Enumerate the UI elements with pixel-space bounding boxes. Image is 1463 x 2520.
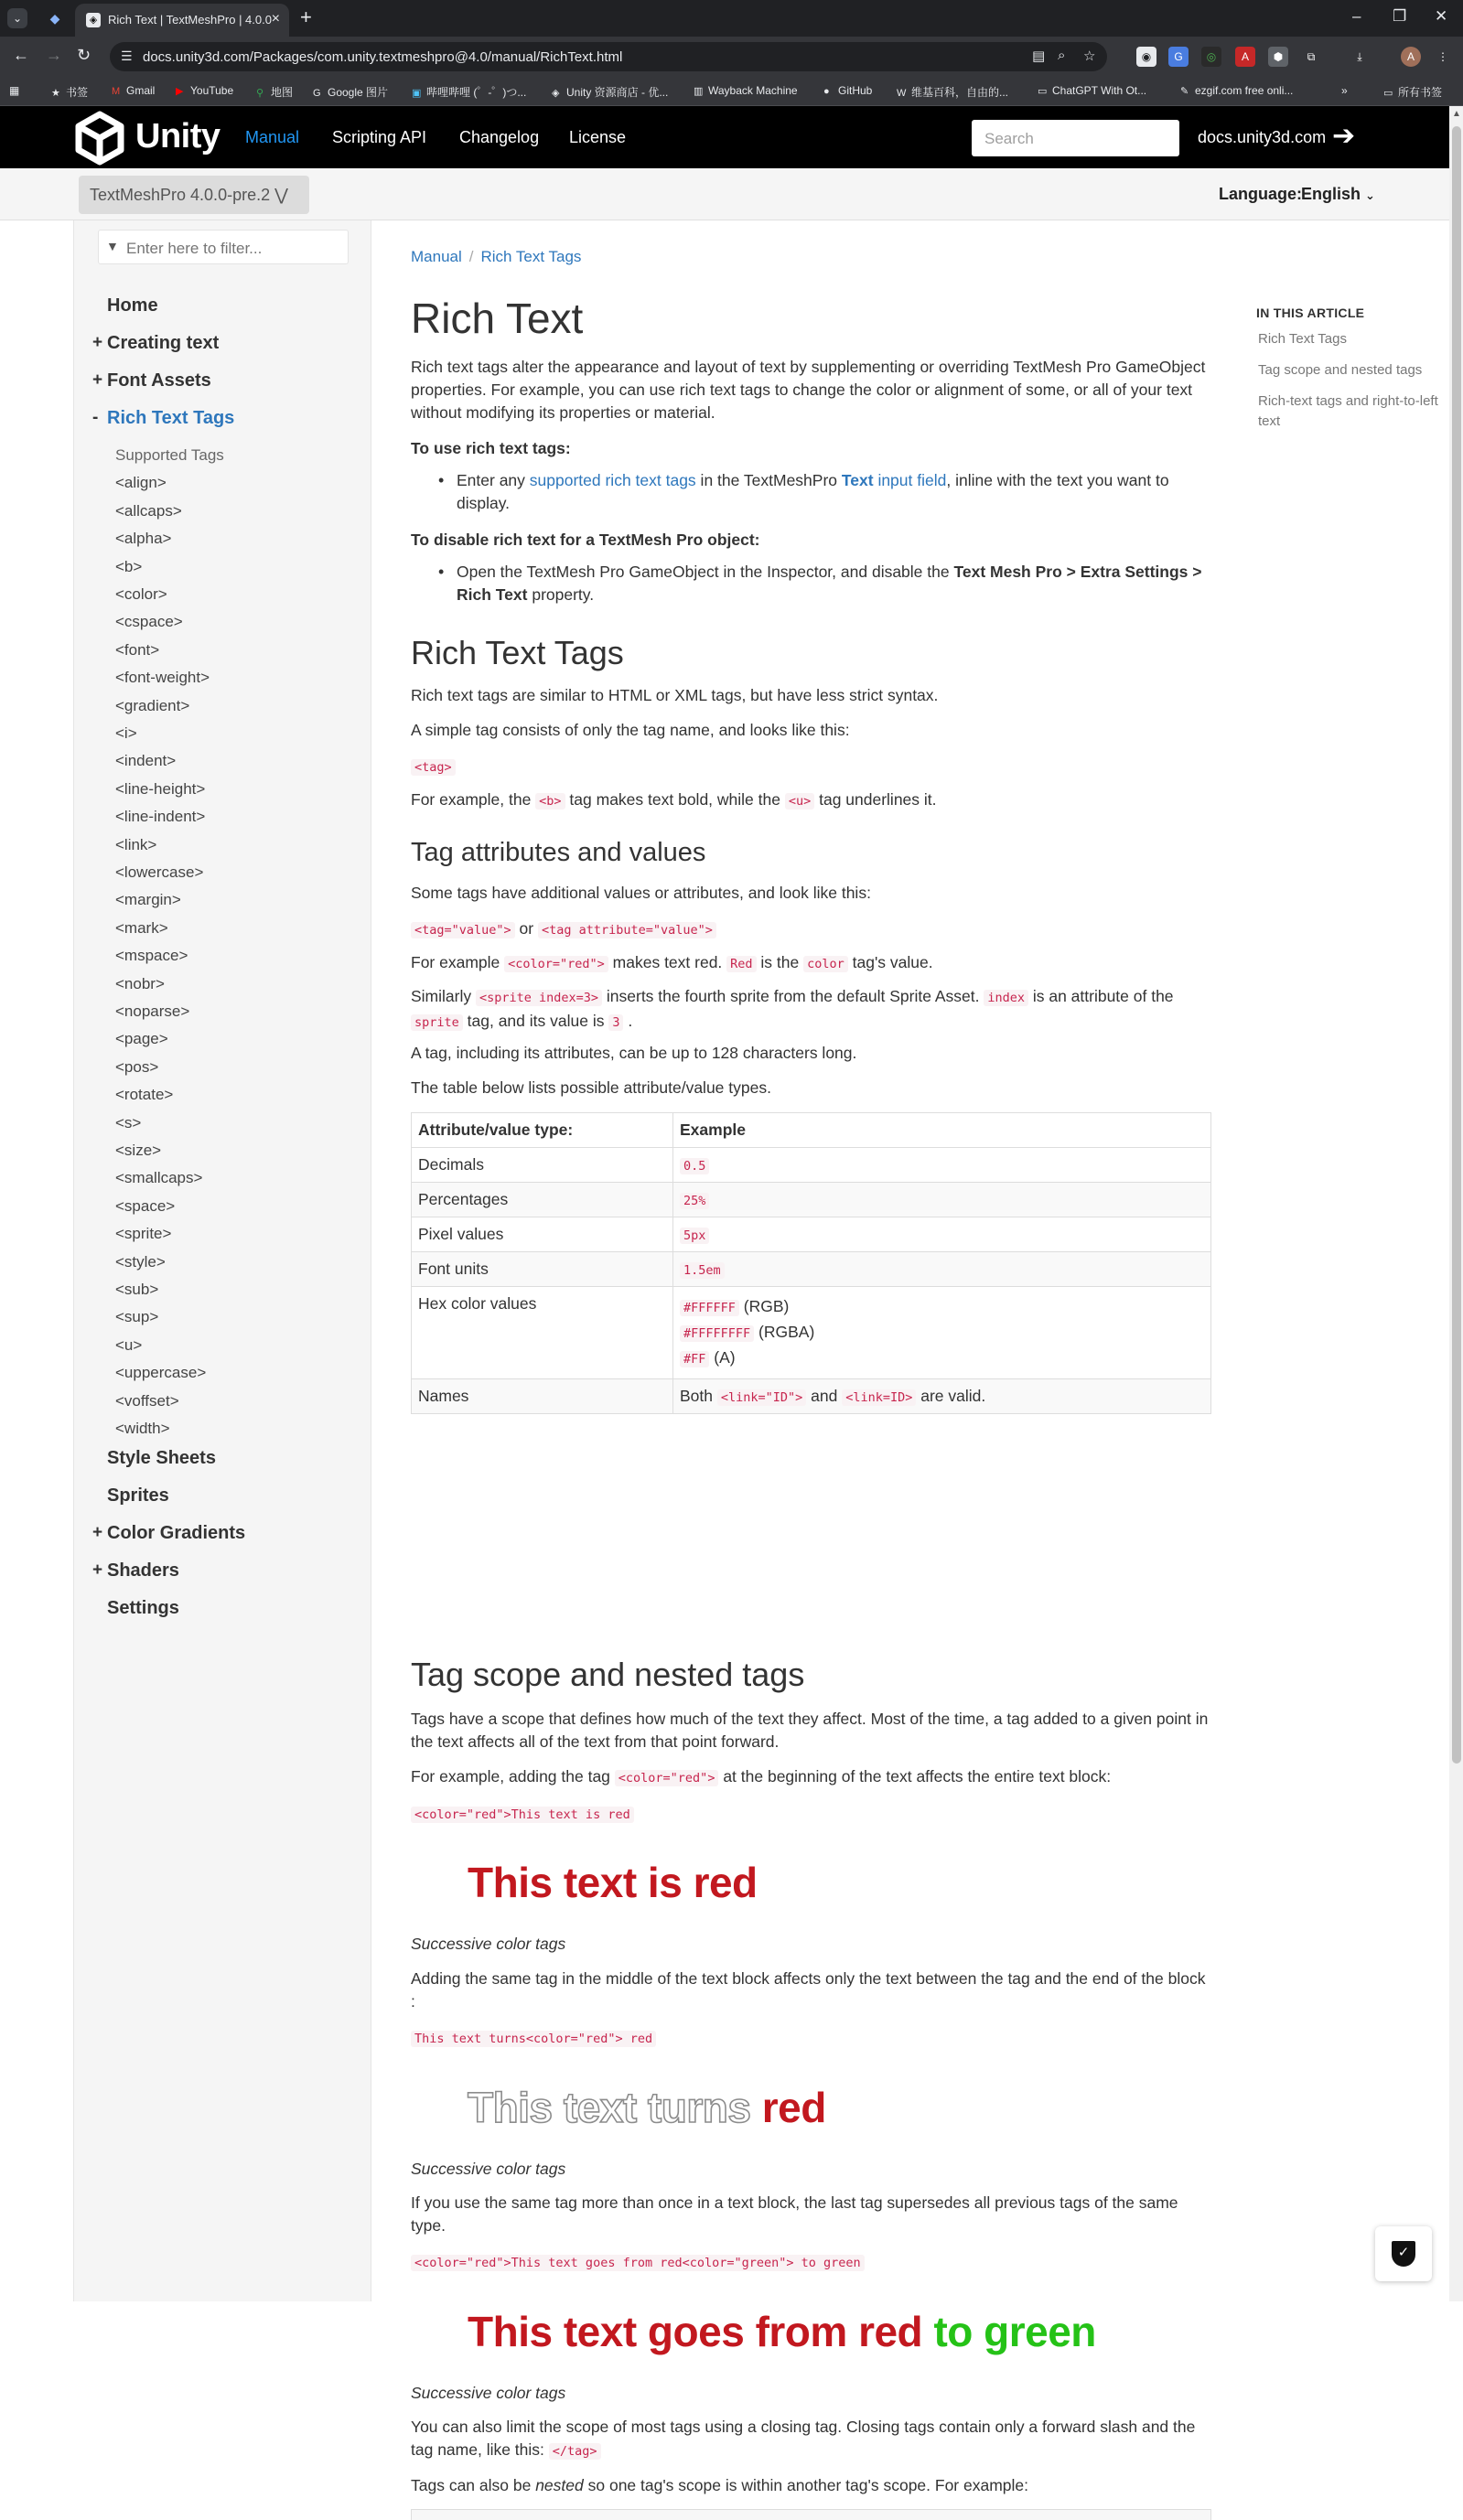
bookmarks-overflow[interactable]: » bbox=[1341, 84, 1348, 97]
shield-check-icon: ✓ bbox=[1392, 2241, 1415, 2267]
input-field-link[interactable]: input field bbox=[873, 471, 947, 489]
sidebar-item-creating-text[interactable]: + Creating text bbox=[92, 333, 220, 353]
language-label: Language: bbox=[1219, 185, 1303, 203]
table-row: Hex color values #FFFFFF (RGB) #FFFFFFFF (RGBA) #FF (A) bbox=[412, 1287, 1211, 1379]
bookmark-item[interactable]: ✎ ezgif.com free onli... bbox=[1180, 84, 1294, 97]
minimize-icon[interactable]: – bbox=[1352, 7, 1361, 25]
heading-tag-scope: Tag scope and nested tags bbox=[411, 1656, 805, 1693]
text-link[interactable]: Text bbox=[841, 471, 874, 489]
language-selector[interactable]: English ⌄ bbox=[1301, 185, 1375, 203]
paragraph: Tags have a scope that defines how much of the text they affect. Most of the time, a tag added to a given point in the text affects all of the text from that point forward. bbox=[411, 1710, 1209, 1751]
folder-icon: ▭ bbox=[1038, 86, 1048, 97]
bookmark-item[interactable]: G Google 图片 bbox=[313, 86, 389, 99]
paragraph: For example, the <b> tag makes text bold, while the <u> tag underlines it. bbox=[411, 790, 937, 809]
extension-5-icon[interactable]: ⬢ bbox=[1268, 47, 1288, 67]
unity-logo-icon[interactable] bbox=[73, 112, 126, 165]
search-input[interactable]: Search bbox=[972, 120, 1179, 156]
tab-close-icon[interactable]: × bbox=[271, 11, 280, 27]
sidebar-subitem-tag[interactable]: <sup> bbox=[115, 1308, 159, 1326]
bookmark-item[interactable]: ● GitHub bbox=[823, 84, 873, 97]
arrow-right-icon[interactable]: ➔ bbox=[1332, 121, 1356, 151]
sidebar-subitem-tag[interactable]: <space> bbox=[115, 1196, 176, 1215]
sidebar-subitem-tag[interactable]: <sprite> bbox=[115, 1225, 172, 1243]
pinned-tab-icon[interactable]: ◆ bbox=[49, 11, 60, 26]
bilibili-icon: ▣ bbox=[412, 88, 422, 99]
sidebar-subitem-tag[interactable]: <pos> bbox=[115, 1057, 159, 1076]
table-row: Percentages 25% bbox=[412, 1183, 1211, 1217]
version-selector[interactable]: TextMeshPro 4.0.0-pre.2 ⋁ bbox=[79, 176, 309, 214]
version-bar bbox=[0, 168, 1449, 220]
supported-tags-link[interactable]: supported rich text tags bbox=[529, 471, 696, 489]
sidebar-subitem-tag[interactable]: <size> bbox=[115, 1142, 162, 1159]
figure-caption: Successive color tags bbox=[411, 1935, 566, 1953]
sidebar-subitem-tag[interactable]: <voffset> bbox=[115, 1391, 179, 1410]
sidebar-subitem-tag[interactable]: <s> bbox=[115, 1113, 142, 1131]
translate-icon[interactable]: ▤ bbox=[1032, 48, 1046, 64]
sidebar-subitem-tag[interactable]: <line-height> bbox=[115, 779, 206, 798]
sidebar-item-sprites[interactable]: Sprites bbox=[107, 1485, 169, 1506]
to-use-list bbox=[411, 469, 1211, 515]
attribute-types-table bbox=[411, 1112, 1211, 1414]
bookmark-item[interactable]: ⚲ 地图 bbox=[256, 86, 294, 99]
figure-caption: Successive color tags bbox=[411, 2384, 566, 2402]
expand-plus-icon[interactable]: + bbox=[92, 370, 103, 390]
sidebar-subitem-tag[interactable]: <gradient> bbox=[115, 696, 190, 714]
sidebar-subitem-tag[interactable]: <cspace> bbox=[115, 613, 183, 631]
ezgif-icon: ✎ bbox=[1180, 86, 1189, 97]
paragraph: Some tags have additional values or attributes, and look like this: bbox=[411, 884, 871, 902]
star-icon: ★ bbox=[51, 88, 60, 99]
apps-grid-icon[interactable]: ▦ bbox=[9, 84, 20, 97]
code-example: This text turns<color="red"> red bbox=[411, 2026, 1211, 2051]
security-shield-button[interactable] bbox=[1375, 2226, 1432, 2281]
table-row: Names Both <link="ID"> and <link=ID> are valid. bbox=[412, 1379, 1211, 1414]
nav-scripting-api[interactable]: Scripting API bbox=[332, 128, 427, 146]
sidebar-item-shaders[interactable]: + Shaders bbox=[92, 1560, 179, 1581]
table-row: Font units 1.5em bbox=[412, 1252, 1211, 1287]
toc-item-rtl[interactable]: Rich-text tags and right-to-left text bbox=[1258, 393, 1438, 429]
page-title: Rich Text bbox=[411, 295, 584, 342]
bookmark-item[interactable]: ▥ Wayback Machine bbox=[694, 84, 798, 97]
paragraph: <tag="value"> or <tag attribute="value"> bbox=[411, 917, 1211, 942]
extension-translate-icon[interactable]: G bbox=[1168, 47, 1189, 67]
code-example: <tag> bbox=[411, 755, 1211, 779]
sidebar-subitem-tag[interactable]: <font-weight> bbox=[115, 669, 210, 687]
bookmark-item[interactable]: ▶ YouTube bbox=[176, 84, 234, 97]
code-block bbox=[411, 2509, 1211, 2520]
toc-title: IN THIS ARTICLE bbox=[1256, 306, 1365, 320]
sidebar-subitem-tag[interactable]: <page> bbox=[115, 1030, 168, 1048]
extensions-puzzle-icon[interactable]: ⧉ bbox=[1307, 50, 1316, 63]
sidebar bbox=[73, 220, 371, 2301]
toc-item-tag-scope[interactable]: Tag scope and nested tags bbox=[1258, 362, 1423, 378]
bookmark-item[interactable]: ▣ 哔哩哔哩 (゜-゜)つ... bbox=[412, 86, 527, 99]
sidebar-subitem-tag[interactable]: <link> bbox=[115, 835, 157, 853]
heading-tag-attributes: Tag attributes and values bbox=[411, 838, 706, 867]
to-use-heading: To use rich text tags: bbox=[411, 439, 571, 457]
sidebar-subitem-tag[interactable]: <indent> bbox=[115, 752, 177, 770]
nav-license[interactable]: License bbox=[569, 128, 627, 146]
google-icon: G bbox=[313, 88, 321, 99]
sidebar-subitem-tag[interactable]: <font> bbox=[115, 640, 160, 659]
address-bar[interactable] bbox=[110, 42, 1107, 71]
paragraph: A simple tag consists of only the tag name, and looks like this: bbox=[411, 721, 850, 739]
sidebar-subitem-tag[interactable]: <margin> bbox=[115, 891, 181, 909]
sidebar-subitem-tag[interactable]: <mspace> bbox=[115, 947, 188, 965]
sidebar-subitem-tag[interactable]: <sub> bbox=[115, 1281, 159, 1298]
browser-toolbar bbox=[0, 37, 1463, 77]
bookmarks-bar bbox=[0, 77, 1463, 106]
breadcrumb: Manual / Rich Text Tags bbox=[411, 248, 582, 265]
sidebar-subitem-tag[interactable]: <style> bbox=[115, 1252, 166, 1271]
figure-caption: Successive color tags bbox=[411, 2160, 566, 2178]
site-info-icon[interactable]: ☰ bbox=[121, 48, 133, 63]
window-close-icon[interactable]: ✕ bbox=[1435, 7, 1448, 25]
tab-title: Rich Text | TextMeshPro | 4.0.0 bbox=[108, 13, 272, 27]
back-icon[interactable]: ← bbox=[13, 46, 29, 64]
sidebar-subitem-tag[interactable]: <color> bbox=[115, 585, 167, 603]
breadcrumb-rich-text-tags[interactable]: Rich Text Tags bbox=[480, 248, 582, 265]
sidebar-subitem-tag[interactable]: <allcaps> bbox=[115, 501, 182, 520]
paragraph: For example <color="red"> makes text red. Red is the color tag's value. bbox=[411, 953, 933, 971]
sidebar-subitem-tag[interactable]: <smallcaps> bbox=[115, 1169, 203, 1187]
scroll-up-icon[interactable]: ▲ bbox=[1452, 109, 1461, 119]
sidebar-item-settings[interactable]: Settings bbox=[107, 1598, 179, 1618]
sidebar-subitem-tag[interactable]: <line-indent> bbox=[115, 808, 206, 826]
wikipedia-icon: W bbox=[897, 88, 907, 99]
paragraph: The table below lists possible attribute/value types. bbox=[411, 1078, 771, 1097]
render-example-turns-red: This text turns red bbox=[468, 2084, 826, 2131]
toc-item-rich-text-tags[interactable]: Rich Text Tags bbox=[1258, 331, 1347, 347]
bookmark-item[interactable]: W 维基百科，自由的... bbox=[897, 86, 1009, 99]
unity-favicon-icon: ◈ bbox=[86, 13, 101, 27]
maps-icon: ⚲ bbox=[256, 88, 264, 99]
restore-icon[interactable]: ❐ bbox=[1393, 7, 1407, 25]
paragraph: You can also limit the scope of most tags using a closing tag. Closing tags contain only a forward slash and the tag name, like this: </tag> bbox=[411, 2418, 1196, 2459]
all-bookmarks[interactable]: ▭ 所有书签 bbox=[1383, 86, 1443, 99]
docs-home-link[interactable]: docs.unity3d.com bbox=[1198, 128, 1327, 146]
collapse-minus-icon[interactable]: - bbox=[92, 408, 99, 427]
profile-avatar[interactable]: A bbox=[1401, 47, 1421, 67]
sidebar-item-home[interactable]: Home bbox=[107, 295, 158, 316]
list-item: • Enter any supported rich text tags in the TextMeshPro Text input field, inline with the text you want to display. bbox=[411, 469, 1211, 515]
sidebar-item-font-assets[interactable]: + Font Assets bbox=[92, 370, 211, 391]
code-example: <color="red">This text is red bbox=[411, 1802, 1211, 1827]
paragraph: Similarly <sprite index=3> inserts the fourth sprite from the default Sprite Asset. index is an attribute of the sprite tag, and its value is 3 . bbox=[411, 987, 1174, 1030]
list-item: • Open the TextMesh Pro GameObject in the Inspector, and disable the Text Mesh Pro > Extra Settings > Rich Text property. bbox=[411, 561, 1211, 606]
table-row: Decimals 0.5 bbox=[412, 1148, 1211, 1183]
sidebar-subitem-tag[interactable]: <i> bbox=[115, 724, 137, 742]
to-disable-heading: To disable rich text for a TextMesh Pro object: bbox=[411, 531, 760, 549]
folder-icon: ▭ bbox=[1383, 88, 1393, 99]
sidebar-subitem-tag[interactable]: <alpha> bbox=[115, 530, 172, 548]
paragraph: Tags can also be nested so one tag's scope is within another tag's scope. For example: bbox=[411, 2476, 1028, 2494]
sidebar-item-style-sheets[interactable]: Style Sheets bbox=[107, 1448, 216, 1468]
new-tab-icon[interactable]: + bbox=[300, 5, 312, 28]
paragraph: A tag, including its attributes, can be up to 128 characters long. bbox=[411, 1044, 857, 1062]
render-example-red-to-green: This text goes from red to green bbox=[468, 2308, 1096, 2355]
sidebar-subitem-tag[interactable]: <rotate> bbox=[115, 1086, 174, 1104]
zoom-icon[interactable]: ⌕ bbox=[1058, 48, 1066, 63]
scrollbar-thumb[interactable] bbox=[1452, 126, 1461, 1764]
expand-plus-icon[interactable]: + bbox=[92, 1523, 103, 1542]
gmail-icon: M bbox=[112, 86, 121, 97]
forward-icon[interactable]: → bbox=[46, 46, 62, 64]
bookmark-item[interactable]: ★ 书签 bbox=[51, 86, 89, 99]
sidebar-subitem-tag[interactable]: <align> bbox=[115, 474, 167, 492]
expand-plus-icon[interactable]: + bbox=[92, 1560, 103, 1580]
unity-bookmark-icon: ◈ bbox=[552, 88, 560, 99]
bookmark-star-icon[interactable]: ☆ bbox=[1083, 48, 1096, 64]
paragraph: For example, adding the tag <color="red"> at the beginning of the text affects the entire text block: bbox=[411, 1767, 1112, 1785]
extension-pdf-icon[interactable]: A bbox=[1235, 47, 1255, 67]
address-url: docs.unity3d.com/Packages/com.unity.textmeshpro@4.0/manual/RichText.html bbox=[143, 49, 623, 65]
extension-3-icon[interactable]: ◎ bbox=[1201, 47, 1221, 67]
column-header: Attribute/value type: bbox=[412, 1113, 673, 1148]
heading-rich-text-tags: Rich Text Tags bbox=[411, 634, 624, 671]
bookmark-item[interactable]: ◈ Unity 资源商店 - 优... bbox=[552, 86, 669, 99]
sidebar-subitem-tag[interactable]: <b> bbox=[115, 557, 143, 575]
browser-menu-icon[interactable]: ⋮ bbox=[1437, 50, 1448, 63]
sidebar-subitem-tag[interactable]: <width> bbox=[115, 1420, 170, 1437]
site-header bbox=[0, 106, 1449, 168]
sidebar-subitem-tag[interactable]: <u> bbox=[115, 1335, 143, 1354]
code-example: <color="red">This text goes from red<color="green"> to green bbox=[411, 2250, 1211, 2275]
render-example-red: This text is red bbox=[468, 1859, 758, 1906]
sidebar-subitem-tag[interactable]: <uppercase> bbox=[115, 1364, 207, 1382]
youtube-icon: ▶ bbox=[176, 86, 184, 97]
github-icon: ● bbox=[823, 86, 830, 97]
chevron-down-icon: ⌄ bbox=[1365, 188, 1375, 202]
tab-search-icon[interactable]: ⌄ bbox=[7, 8, 27, 28]
table-header-row bbox=[412, 1113, 1211, 1148]
download-icon[interactable]: ⤓ bbox=[1357, 50, 1362, 63]
paragraph: If you use the same tag more than once in a text block, the last tag supersedes all previous tags of the same type. bbox=[411, 2193, 1178, 2235]
sidebar-subitem-tag[interactable]: <lowercase> bbox=[115, 863, 204, 881]
paragraph: Adding the same tag in the middle of the text block affects only the text between the tag and the end of the block : bbox=[411, 1969, 1206, 2011]
bookmark-item[interactable]: M Gmail bbox=[112, 84, 156, 97]
sidebar-subitem-tag[interactable]: <noparse> bbox=[115, 1003, 190, 1020]
expand-plus-icon[interactable]: + bbox=[92, 333, 103, 352]
bookmark-item[interactable]: ▭ ChatGPT With Ot... bbox=[1038, 84, 1147, 97]
paragraph: Rich text tags are similar to HTML or XML tags, but have less strict syntax. bbox=[411, 686, 939, 704]
intro-paragraph: Rich text tags alter the appearance and layout of text by supplementing or overriding TextMesh Pro GameObject properties. For example, you can use rich text tags to change the color or alignment of some, or all of your text without modifying its properties or material. bbox=[411, 358, 1206, 422]
chevron-down-icon: ⋁ bbox=[274, 186, 288, 204]
sidebar-subitem-supported-tags[interactable]: Supported Tags bbox=[115, 446, 224, 464]
wayback-icon: ▥ bbox=[694, 86, 704, 97]
filter-input[interactable]: ▼ Enter here to filter... bbox=[98, 230, 349, 264]
breadcrumb-manual[interactable]: Manual bbox=[411, 248, 462, 265]
sidebar-item-rich-text-tags[interactable]: - Rich Text Tags bbox=[92, 408, 235, 428]
browser-tabbar bbox=[0, 0, 1463, 37]
extension-1-icon[interactable]: ◉ bbox=[1136, 47, 1156, 67]
sidebar-item-color-gradients[interactable]: + Color Gradients bbox=[92, 1523, 246, 1543]
nav-manual[interactable]: Manual bbox=[245, 128, 300, 146]
table-row: Pixel values 5px bbox=[412, 1217, 1211, 1252]
sidebar-subitem-tag[interactable]: <nobr> bbox=[115, 974, 165, 992]
column-header: Example bbox=[673, 1113, 1211, 1148]
to-disable-list bbox=[411, 561, 1211, 606]
nav-changelog[interactable]: Changelog bbox=[459, 128, 540, 146]
sidebar-subitem-tag[interactable]: <mark> bbox=[115, 918, 168, 937]
filter-funnel-icon: ▼ bbox=[106, 239, 119, 253]
browser-tab-active[interactable] bbox=[75, 4, 289, 37]
reload-icon[interactable]: ↻ bbox=[77, 46, 91, 64]
logo-text[interactable]: Unity bbox=[135, 117, 221, 155]
